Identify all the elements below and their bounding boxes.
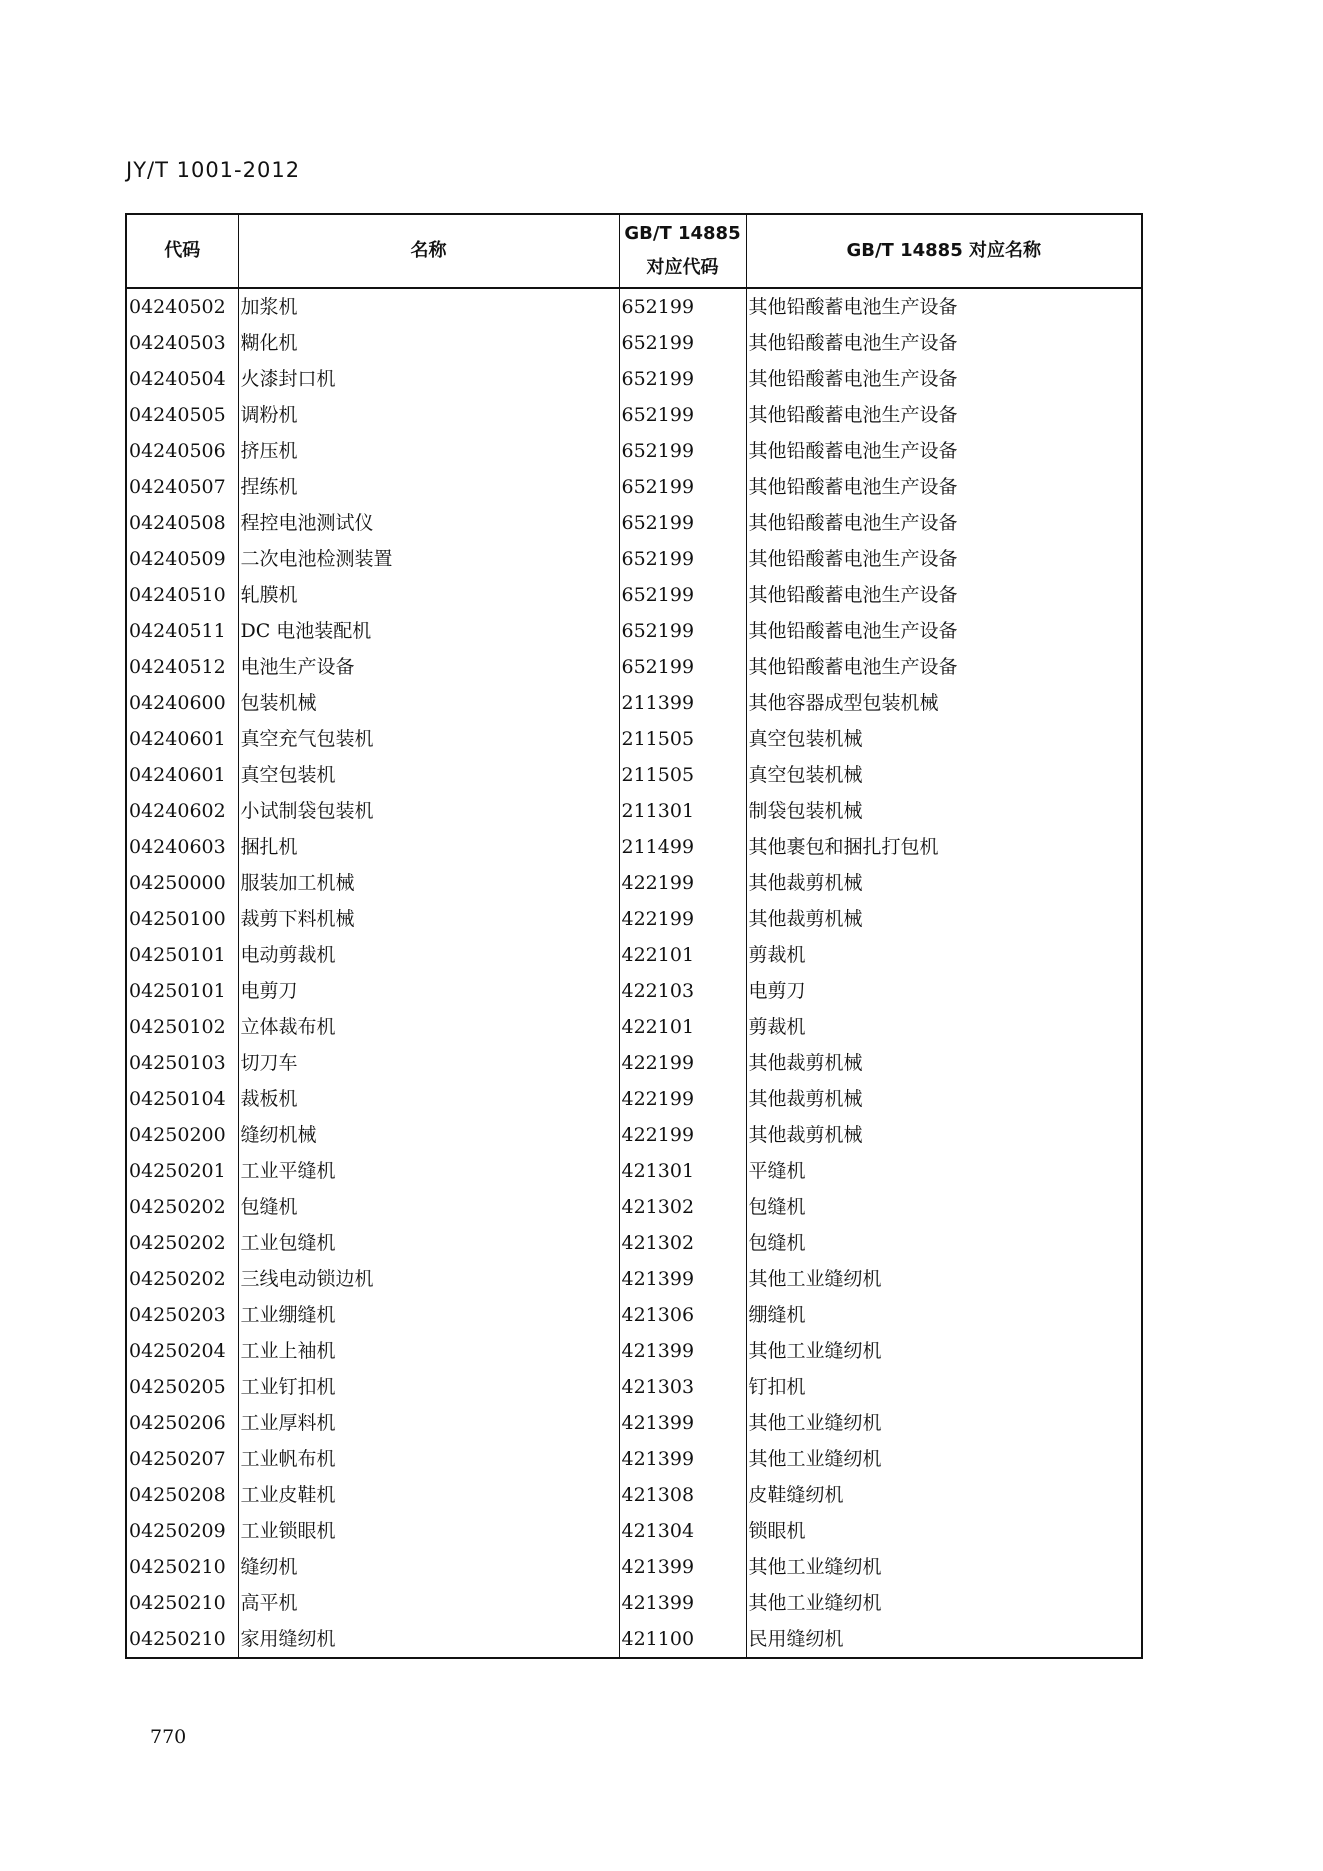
cell-name: 电动剪裁机: [238, 937, 619, 973]
cell-gbt-name: 其他工业缝纫机: [746, 1441, 1142, 1477]
table-row: [126, 1045, 1142, 1081]
cell-name: 小试制袋包装机: [238, 793, 619, 829]
table-row: [126, 1225, 1142, 1261]
cell-gbt-name: 其他铅酸蓄电池生产设备: [746, 325, 1142, 361]
cell-name: 真空充气包装机: [238, 721, 619, 757]
table-row: [126, 1189, 1142, 1225]
cell-gbt-code: 421100: [619, 1621, 746, 1658]
cell-name: 电剪刀: [238, 973, 619, 1009]
cell-gbt-code: 422199: [619, 1045, 746, 1081]
cell-gbt-name: 绷缝机: [746, 1297, 1142, 1333]
cell-gbt-code: 211301: [619, 793, 746, 829]
table-row: [126, 1513, 1142, 1549]
cell-gbt-name: 其他铅酸蓄电池生产设备: [746, 288, 1142, 325]
cell-gbt-code: 652199: [619, 288, 746, 325]
cell-code: 04240506: [126, 433, 238, 469]
cell-gbt-name: 其他工业缝纫机: [746, 1549, 1142, 1585]
cell-gbt-name: 其他铅酸蓄电池生产设备: [746, 397, 1142, 433]
cell-gbt-code: 421399: [619, 1261, 746, 1297]
cell-gbt-code: 652199: [619, 577, 746, 613]
cell-gbt-code: 422199: [619, 901, 746, 937]
cell-gbt-code: 652199: [619, 397, 746, 433]
cell-name: 电池生产设备: [238, 649, 619, 685]
cell-gbt-code: 421399: [619, 1405, 746, 1441]
column-header-name: 名称: [238, 214, 619, 288]
cell-gbt-name: 其他铅酸蓄电池生产设备: [746, 469, 1142, 505]
cell-code: 04250203: [126, 1297, 238, 1333]
cell-name: 加浆机: [238, 288, 619, 325]
table-header-row: [126, 214, 1142, 288]
cell-gbt-code: 652199: [619, 505, 746, 541]
cell-gbt-code: 422199: [619, 1117, 746, 1153]
table-row: [126, 757, 1142, 793]
cell-name: 工业锁眼机: [238, 1513, 619, 1549]
cell-gbt-name: 其他铅酸蓄电池生产设备: [746, 577, 1142, 613]
cell-name: 包缝机: [238, 1189, 619, 1225]
column-header-gbt-code: [619, 214, 746, 288]
cell-gbt-code: 421301: [619, 1153, 746, 1189]
cell-gbt-name: 其他裹包和捆扎打包机: [746, 829, 1142, 865]
table-row: [126, 613, 1142, 649]
cell-gbt-name: 其他裁剪机械: [746, 865, 1142, 901]
cell-gbt-name: 锁眼机: [746, 1513, 1142, 1549]
cell-name: 服装加工机械: [238, 865, 619, 901]
cell-name: 挤压机: [238, 433, 619, 469]
cell-code: 04250210: [126, 1585, 238, 1621]
table-row: [126, 1549, 1142, 1585]
cell-name: 真空包装机: [238, 757, 619, 793]
cell-gbt-code: 652199: [619, 325, 746, 361]
cell-gbt-code: 652199: [619, 433, 746, 469]
cell-name: 工业平缝机: [238, 1153, 619, 1189]
table-row: [126, 1441, 1142, 1477]
cell-gbt-name: 其他铅酸蓄电池生产设备: [746, 361, 1142, 397]
cell-gbt-code: 211399: [619, 685, 746, 721]
cell-code: 04250206: [126, 1405, 238, 1441]
cell-gbt-name: 真空包装机械: [746, 721, 1142, 757]
cell-gbt-code: 421304: [619, 1513, 746, 1549]
cell-gbt-code: 422101: [619, 1009, 746, 1045]
cell-gbt-name: 制袋包装机械: [746, 793, 1142, 829]
table-row: [126, 397, 1142, 433]
cell-code: 04250100: [126, 901, 238, 937]
cell-code: 04250210: [126, 1549, 238, 1585]
cell-code: 04250000: [126, 865, 238, 901]
cell-code: 04240603: [126, 829, 238, 865]
cell-name: 工业绷缝机: [238, 1297, 619, 1333]
cell-gbt-name: 皮鞋缝纫机: [746, 1477, 1142, 1513]
cell-code: 04250205: [126, 1369, 238, 1405]
table-row: [126, 1369, 1142, 1405]
cell-name: 调粉机: [238, 397, 619, 433]
cell-name: 工业皮鞋机: [238, 1477, 619, 1513]
column-header-gbt-name: GB/T 14885 对应名称: [746, 214, 1142, 288]
cell-code: 04240507: [126, 469, 238, 505]
cell-gbt-code: 422101: [619, 937, 746, 973]
cell-code: 04240602: [126, 793, 238, 829]
cell-code: 04240502: [126, 288, 238, 325]
table-row: [126, 1153, 1142, 1189]
table-row: [126, 1477, 1142, 1513]
cell-gbt-name: 包缝机: [746, 1189, 1142, 1225]
cell-code: 04250101: [126, 937, 238, 973]
cell-name: 工业上袖机: [238, 1333, 619, 1369]
table-row: [126, 577, 1142, 613]
cell-gbt-name: 民用缝纫机: [746, 1621, 1142, 1658]
column-header-gbt-code-line1: GB/T 14885: [624, 223, 741, 244]
cell-gbt-code: 652199: [619, 613, 746, 649]
cell-code: 04250202: [126, 1261, 238, 1297]
cell-code: 04250102: [126, 1009, 238, 1045]
cell-gbt-name: 其他铅酸蓄电池生产设备: [746, 541, 1142, 577]
column-header-gbt-code-line2: 对应代码: [646, 257, 719, 278]
page-number: 770: [150, 1726, 187, 1748]
cell-gbt-name: 剪裁机: [746, 937, 1142, 973]
cell-name: 工业包缝机: [238, 1225, 619, 1261]
cell-gbt-name: 其他裁剪机械: [746, 1117, 1142, 1153]
cell-gbt-code: 421303: [619, 1369, 746, 1405]
code-table: [125, 213, 1143, 1659]
cell-code: 04250208: [126, 1477, 238, 1513]
cell-gbt-code: 652199: [619, 469, 746, 505]
cell-name: 家用缝纫机: [238, 1621, 619, 1658]
cell-code: 04250104: [126, 1081, 238, 1117]
cell-gbt-code: 652199: [619, 541, 746, 577]
table-row: [126, 865, 1142, 901]
cell-gbt-code: 421308: [619, 1477, 746, 1513]
cell-gbt-code: 422199: [619, 1081, 746, 1117]
cell-code: 04240600: [126, 685, 238, 721]
cell-name: 二次电池检测装置: [238, 541, 619, 577]
table-row: [126, 685, 1142, 721]
cell-code: 04240511: [126, 613, 238, 649]
cell-code: 04250200: [126, 1117, 238, 1153]
cell-gbt-name: 其他铅酸蓄电池生产设备: [746, 649, 1142, 685]
cell-name: 切刀车: [238, 1045, 619, 1081]
table-row: [126, 937, 1142, 973]
table-row: [126, 1261, 1142, 1297]
cell-gbt-name: 钉扣机: [746, 1369, 1142, 1405]
cell-gbt-name: 其他工业缝纫机: [746, 1585, 1142, 1621]
cell-name: 包装机械: [238, 685, 619, 721]
cell-gbt-name: 剪裁机: [746, 1009, 1142, 1045]
cell-code: 04250101: [126, 973, 238, 1009]
table-row: [126, 1117, 1142, 1153]
column-header-code: 代码: [126, 214, 238, 288]
table-row: [126, 433, 1142, 469]
page-header: JY/T 1001-2012: [126, 158, 301, 182]
cell-name: 裁板机: [238, 1081, 619, 1117]
cell-code: 04250202: [126, 1225, 238, 1261]
table-row: [126, 1621, 1142, 1658]
cell-name: 工业厚料机: [238, 1405, 619, 1441]
cell-gbt-name: 其他铅酸蓄电池生产设备: [746, 433, 1142, 469]
cell-gbt-name: 其他工业缝纫机: [746, 1405, 1142, 1441]
cell-gbt-name: 其他工业缝纫机: [746, 1261, 1142, 1297]
cell-name: 工业帆布机: [238, 1441, 619, 1477]
cell-gbt-name: 真空包装机械: [746, 757, 1142, 793]
cell-gbt-code: 422199: [619, 865, 746, 901]
table-row: [126, 1081, 1142, 1117]
table-row: [126, 973, 1142, 1009]
cell-gbt-code: 421399: [619, 1441, 746, 1477]
cell-name: 捆扎机: [238, 829, 619, 865]
cell-gbt-code: 211499: [619, 829, 746, 865]
table-row: [126, 1405, 1142, 1441]
cell-code: 04240509: [126, 541, 238, 577]
cell-gbt-name: 其他裁剪机械: [746, 901, 1142, 937]
table-row: [126, 901, 1142, 937]
cell-code: 04240504: [126, 361, 238, 397]
cell-gbt-code: 421302: [619, 1225, 746, 1261]
table-body: [126, 288, 1142, 1658]
cell-name: 捏练机: [238, 469, 619, 505]
table-row: [126, 541, 1142, 577]
table-row: [126, 1009, 1142, 1045]
cell-code: 04250207: [126, 1441, 238, 1477]
cell-code: 04250210: [126, 1621, 238, 1658]
cell-gbt-code: 421302: [619, 1189, 746, 1225]
cell-code: 04240508: [126, 505, 238, 541]
cell-gbt-code: 421399: [619, 1549, 746, 1585]
cell-gbt-code: 422103: [619, 973, 746, 1009]
cell-name: 三线电动锁边机: [238, 1261, 619, 1297]
cell-name: 火漆封口机: [238, 361, 619, 397]
cell-gbt-name: 其他裁剪机械: [746, 1045, 1142, 1081]
cell-name: 缝纫机: [238, 1549, 619, 1585]
cell-gbt-code: 421399: [619, 1333, 746, 1369]
cell-name: 程控电池测试仪: [238, 505, 619, 541]
cell-gbt-name: 其他铅酸蓄电池生产设备: [746, 613, 1142, 649]
table-row: [126, 1333, 1142, 1369]
cell-code: 04240601: [126, 721, 238, 757]
table-row: [126, 1585, 1142, 1621]
table-row: [126, 721, 1142, 757]
cell-name: 糊化机: [238, 325, 619, 361]
cell-gbt-code: 211505: [619, 757, 746, 793]
cell-gbt-name: 其他容器成型包装机械: [746, 685, 1142, 721]
cell-gbt-code: 652199: [619, 649, 746, 685]
cell-code: 04240512: [126, 649, 238, 685]
cell-gbt-name: 包缝机: [746, 1225, 1142, 1261]
table-row: [126, 1297, 1142, 1333]
cell-code: 04250201: [126, 1153, 238, 1189]
table-row: [126, 288, 1142, 325]
cell-name: DC 电池装配机: [238, 613, 619, 649]
cell-gbt-name: 其他铅酸蓄电池生产设备: [746, 505, 1142, 541]
cell-name: 缝纫机械: [238, 1117, 619, 1153]
cell-gbt-code: 652199: [619, 361, 746, 397]
cell-name: 工业钉扣机: [238, 1369, 619, 1405]
cell-code: 04250204: [126, 1333, 238, 1369]
cell-gbt-code: 211505: [619, 721, 746, 757]
cell-code: 04240503: [126, 325, 238, 361]
table-row: [126, 505, 1142, 541]
cell-gbt-code: 421306: [619, 1297, 746, 1333]
table-row: [126, 325, 1142, 361]
table-row: [126, 469, 1142, 505]
cell-code: 04240505: [126, 397, 238, 433]
cell-gbt-name: 其他裁剪机械: [746, 1081, 1142, 1117]
cell-name: 立体裁布机: [238, 1009, 619, 1045]
table-row: [126, 829, 1142, 865]
cell-code: 04250202: [126, 1189, 238, 1225]
cell-name: 高平机: [238, 1585, 619, 1621]
cell-gbt-name: 电剪刀: [746, 973, 1142, 1009]
cell-gbt-name: 平缝机: [746, 1153, 1142, 1189]
table-row: [126, 361, 1142, 397]
cell-name: 轧膜机: [238, 577, 619, 613]
cell-code: 04240510: [126, 577, 238, 613]
cell-name: 裁剪下料机械: [238, 901, 619, 937]
cell-gbt-name: 其他工业缝纫机: [746, 1333, 1142, 1369]
cell-code: 04250209: [126, 1513, 238, 1549]
table-row: [126, 793, 1142, 829]
table-row: [126, 649, 1142, 685]
cell-code: 04250103: [126, 1045, 238, 1081]
cell-code: 04240601: [126, 757, 238, 793]
cell-gbt-code: 421399: [619, 1585, 746, 1621]
